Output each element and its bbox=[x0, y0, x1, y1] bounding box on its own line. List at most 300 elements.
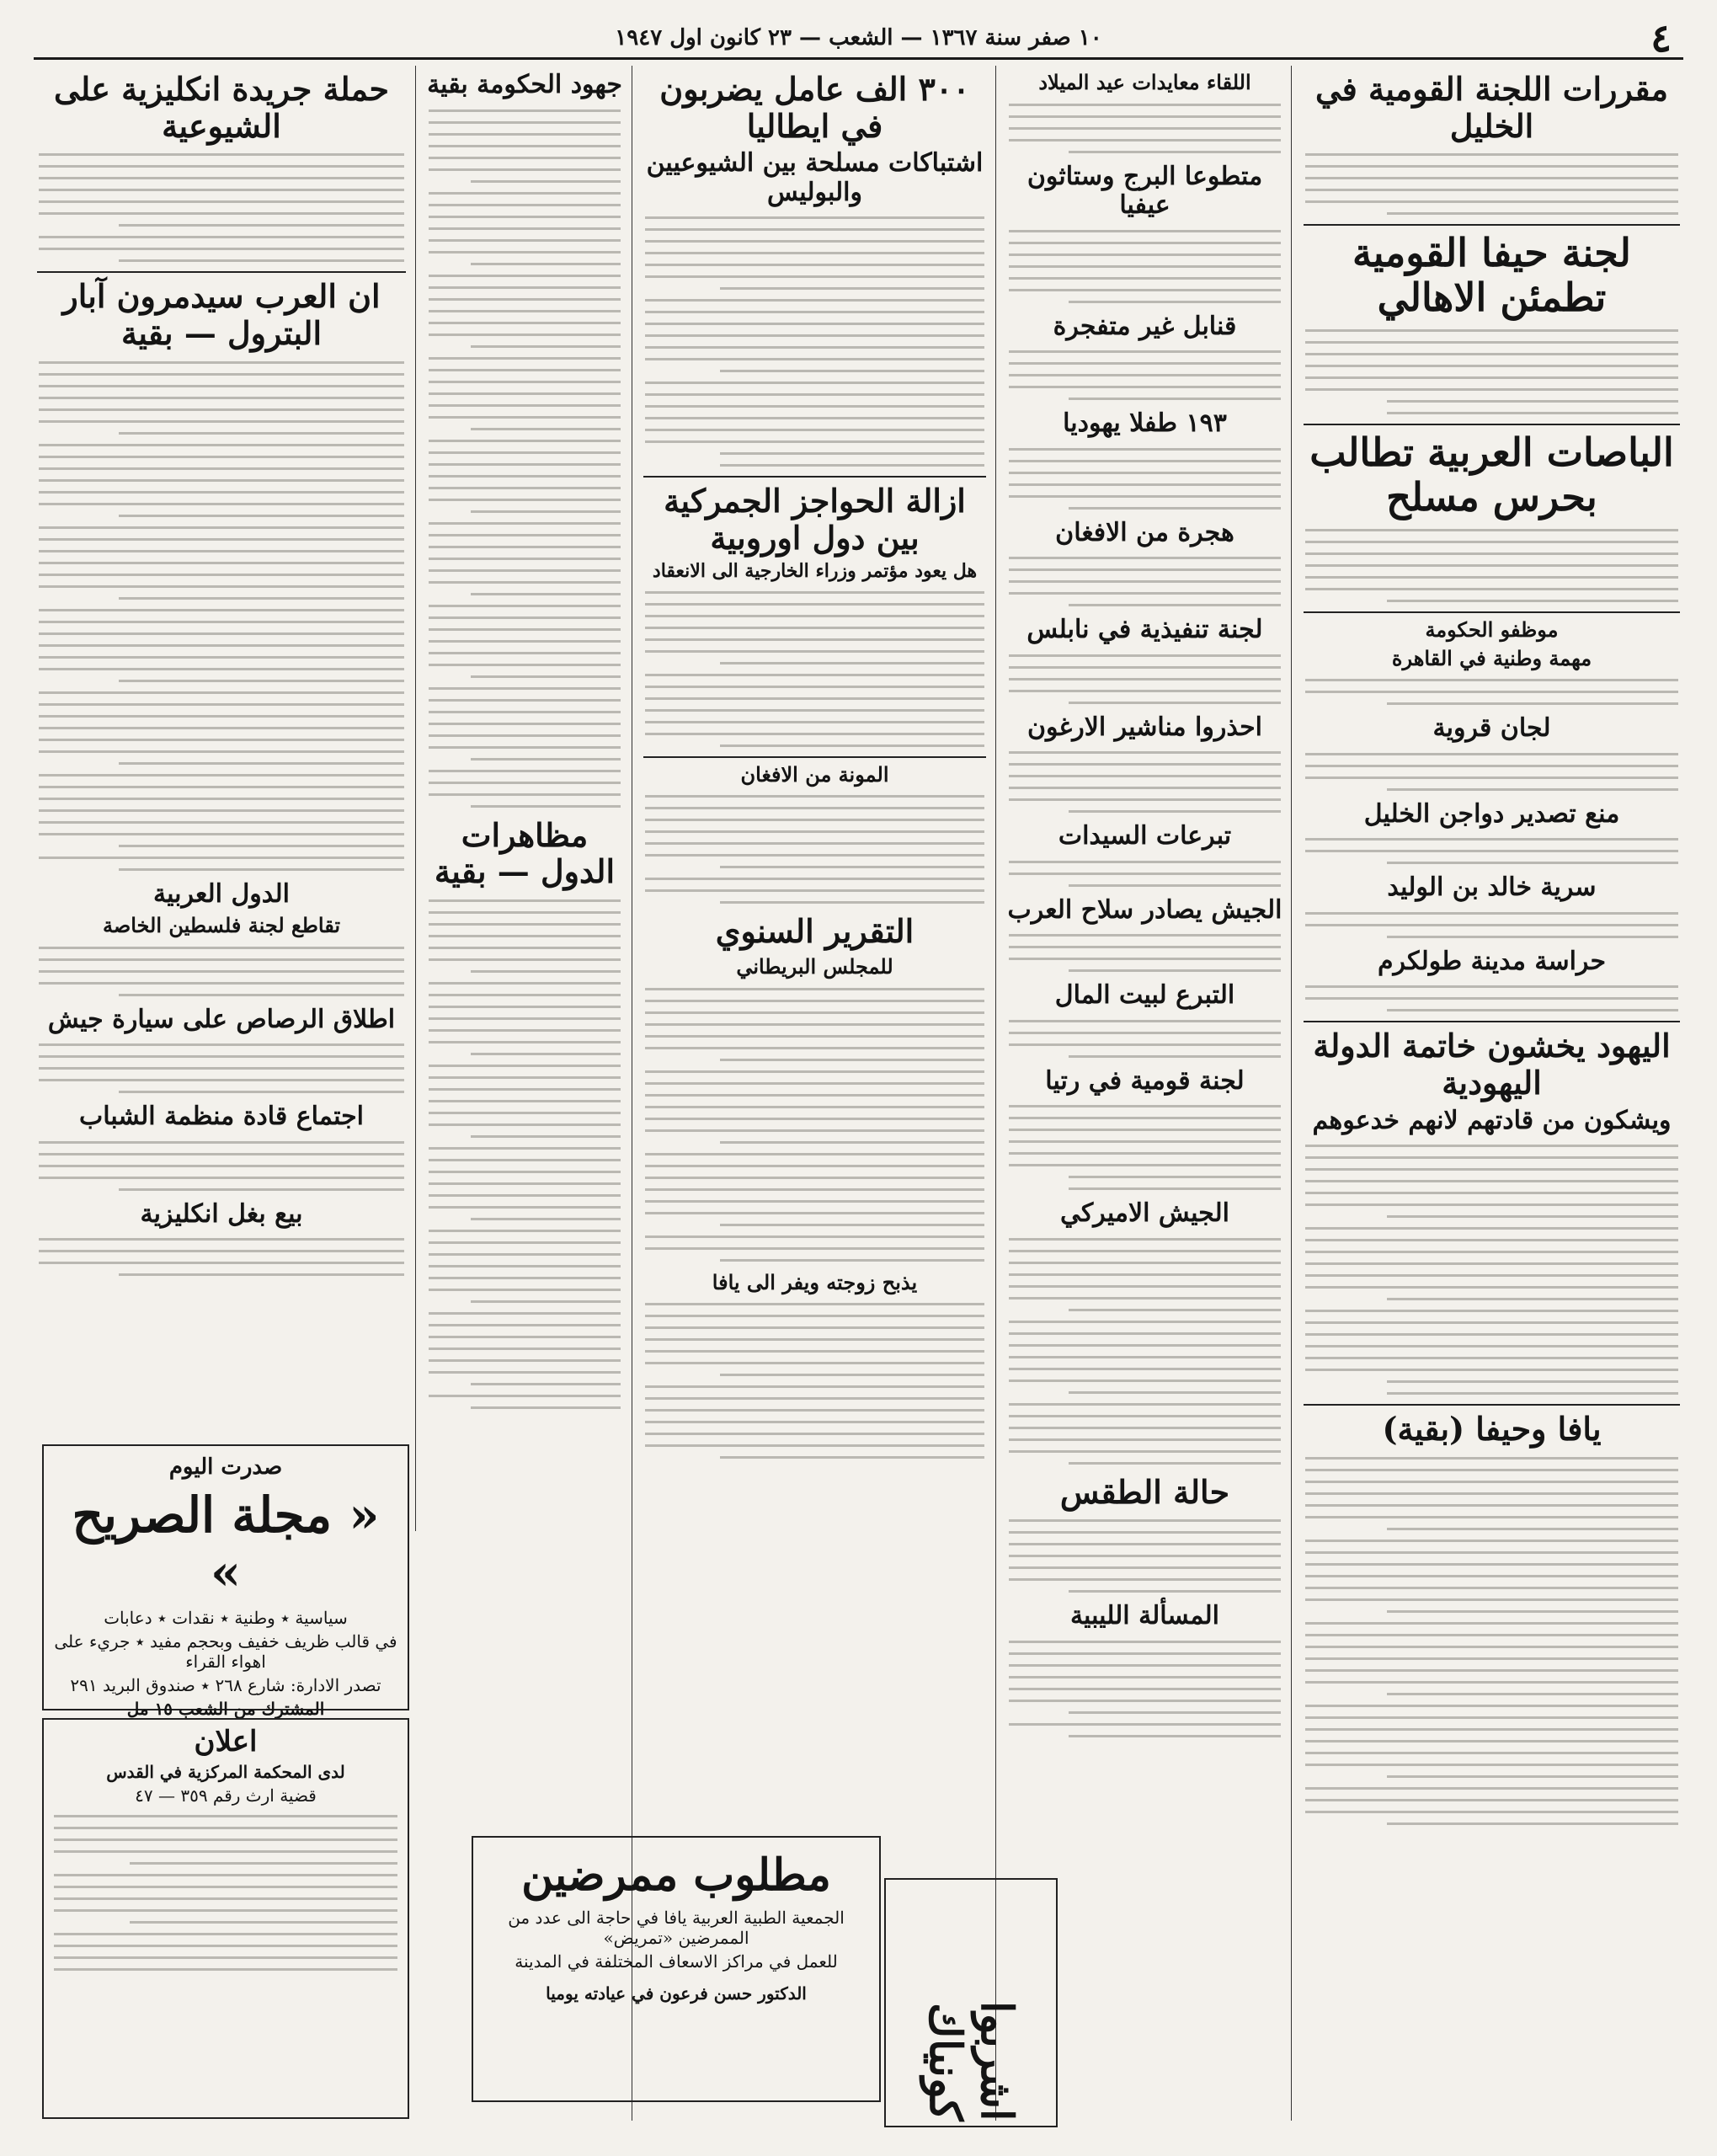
text-line bbox=[1009, 104, 1281, 106]
text-line bbox=[645, 603, 984, 606]
headline: لجان قروية bbox=[1432, 713, 1551, 744]
text-line bbox=[1009, 654, 1281, 657]
text-line bbox=[471, 1218, 621, 1220]
text-line bbox=[645, 1385, 984, 1388]
text-line bbox=[1009, 1152, 1281, 1155]
text-line bbox=[1009, 873, 1281, 875]
text-line bbox=[39, 1238, 404, 1241]
headline: ٣٠٠ الف عامل يضربون في ايطاليا bbox=[659, 70, 970, 145]
text-line bbox=[645, 795, 984, 798]
text-line bbox=[429, 298, 621, 301]
text-line bbox=[429, 994, 621, 996]
article-body bbox=[1009, 1641, 1281, 1737]
text-line bbox=[429, 1253, 621, 1256]
text-line bbox=[1305, 1728, 1678, 1731]
headline: الجيش يصادر سلاح العرب bbox=[1007, 894, 1282, 925]
article-body bbox=[645, 591, 984, 747]
text-line bbox=[429, 451, 621, 454]
text-line bbox=[39, 1153, 404, 1155]
text-line bbox=[429, 404, 621, 407]
text-line bbox=[471, 758, 621, 760]
text-line bbox=[54, 1968, 397, 1971]
text-line bbox=[429, 782, 621, 784]
text-line bbox=[429, 499, 621, 501]
text-line bbox=[1305, 1563, 1678, 1566]
headline: التقرير السنوي bbox=[715, 912, 914, 951]
text-line bbox=[1305, 153, 1678, 156]
text-line bbox=[1305, 1180, 1678, 1182]
text-line bbox=[645, 807, 984, 809]
text-line bbox=[471, 1383, 621, 1385]
text-line bbox=[429, 1395, 621, 1397]
text-line bbox=[1305, 1251, 1678, 1253]
text-line bbox=[1305, 165, 1678, 168]
text-line bbox=[429, 605, 621, 607]
headline: المسألة الليبية bbox=[1069, 1601, 1220, 1631]
section-divider bbox=[643, 756, 986, 758]
text-line bbox=[429, 947, 621, 949]
text-line bbox=[1009, 448, 1281, 451]
text-line bbox=[1009, 1555, 1281, 1557]
text-line bbox=[39, 739, 404, 741]
text-line bbox=[429, 440, 621, 442]
text-line bbox=[471, 675, 621, 678]
text-line bbox=[39, 982, 404, 985]
text-line bbox=[1305, 1516, 1678, 1518]
text-line bbox=[39, 715, 404, 718]
text-line bbox=[429, 1006, 621, 1008]
text-line bbox=[39, 1043, 404, 1046]
text-line bbox=[645, 393, 984, 396]
headline: ان العرب سيدمرون آبار البترول — بقية bbox=[62, 277, 381, 353]
nurses-line: الدكتور حسن فرعون في عيادته يوميا bbox=[546, 1983, 807, 2004]
text-line bbox=[645, 1247, 984, 1250]
text-line bbox=[645, 686, 984, 688]
article-body bbox=[1009, 861, 1281, 887]
text-line bbox=[39, 385, 404, 387]
text-line bbox=[429, 935, 621, 937]
text-line bbox=[645, 311, 984, 313]
text-line bbox=[1009, 934, 1281, 937]
cognac-ad bbox=[884, 1878, 1058, 2127]
text-line bbox=[1305, 1457, 1678, 1460]
text-line bbox=[54, 1815, 397, 1817]
text-line bbox=[1305, 576, 1678, 579]
text-line bbox=[1009, 1043, 1281, 1046]
text-line bbox=[471, 180, 621, 183]
text-line bbox=[1305, 541, 1678, 543]
text-line bbox=[1305, 1740, 1678, 1742]
text-line bbox=[1009, 763, 1281, 766]
text-line bbox=[1305, 1705, 1678, 1707]
text-line bbox=[1305, 1540, 1678, 1542]
text-line bbox=[429, 534, 621, 536]
text-line bbox=[1305, 1622, 1678, 1625]
text-line bbox=[645, 1326, 984, 1329]
text-line bbox=[1305, 388, 1678, 391]
section-divider bbox=[643, 476, 986, 478]
text-line bbox=[429, 1076, 621, 1079]
text-line bbox=[1305, 1357, 1678, 1359]
ad-line: المشترك من الشعب ١٥ مل bbox=[126, 1699, 325, 1719]
text-line bbox=[39, 1177, 404, 1179]
text-line bbox=[39, 703, 404, 706]
text-line bbox=[1387, 212, 1678, 215]
text-line bbox=[1305, 1192, 1678, 1194]
text-line bbox=[54, 1897, 397, 1900]
text-line bbox=[1069, 507, 1281, 510]
text-line bbox=[1305, 564, 1678, 567]
text-line bbox=[1009, 1273, 1281, 1276]
text-line bbox=[429, 121, 621, 124]
text-line bbox=[1387, 936, 1678, 938]
article-body bbox=[39, 361, 404, 871]
text-line bbox=[429, 216, 621, 218]
article-body bbox=[645, 1303, 984, 1459]
text-line bbox=[429, 239, 621, 242]
text-line bbox=[645, 1315, 984, 1317]
text-line bbox=[429, 475, 621, 478]
text-line bbox=[39, 947, 404, 949]
text-line bbox=[1009, 495, 1281, 498]
text-line bbox=[1009, 946, 1281, 948]
text-line bbox=[1009, 798, 1281, 801]
text-line bbox=[39, 644, 404, 647]
text-line bbox=[54, 1909, 397, 1912]
text-line bbox=[1305, 1369, 1678, 1371]
text-line bbox=[1009, 1427, 1281, 1429]
text-line bbox=[1009, 374, 1281, 376]
page-number: ٤ bbox=[1650, 15, 1672, 61]
text-line bbox=[54, 1933, 397, 1935]
text-line bbox=[1387, 702, 1678, 705]
text-line bbox=[1009, 1566, 1281, 1569]
text-line bbox=[645, 650, 984, 653]
text-line bbox=[645, 615, 984, 617]
text-line bbox=[39, 1079, 404, 1081]
text-line bbox=[1009, 1129, 1281, 1131]
text-line bbox=[1305, 1310, 1678, 1312]
text-line bbox=[39, 958, 404, 961]
text-line bbox=[645, 697, 984, 700]
text-line bbox=[1009, 1415, 1281, 1417]
text-line bbox=[1009, 1344, 1281, 1347]
headline: متطوعا البرج وستاثون عيفيا bbox=[1026, 161, 1263, 221]
text-line bbox=[645, 830, 984, 833]
article-body bbox=[39, 1238, 404, 1276]
text-line bbox=[1009, 1262, 1281, 1264]
text-line bbox=[1387, 1610, 1678, 1613]
article-body bbox=[1009, 1519, 1281, 1593]
text-line bbox=[1009, 1140, 1281, 1143]
text-line bbox=[1009, 1238, 1281, 1241]
text-line bbox=[645, 1106, 984, 1108]
text-line bbox=[1387, 1380, 1678, 1383]
text-line bbox=[645, 334, 984, 337]
text-line bbox=[429, 157, 621, 159]
text-line bbox=[1069, 1176, 1281, 1178]
nurses-ad bbox=[472, 1836, 881, 2102]
text-line bbox=[429, 416, 621, 419]
text-line bbox=[429, 664, 621, 666]
text-line bbox=[1387, 600, 1678, 602]
text-line bbox=[645, 440, 984, 443]
text-line bbox=[645, 1421, 984, 1423]
article-body bbox=[1305, 153, 1678, 215]
text-line bbox=[645, 1338, 984, 1341]
text-line bbox=[645, 721, 984, 723]
text-line bbox=[1305, 353, 1678, 355]
headline: اشتباكات مسلحة بين الشيوعيين والبوليس bbox=[646, 148, 984, 207]
text-line bbox=[1009, 472, 1281, 474]
text-line bbox=[1305, 985, 1678, 988]
headline: موظفو الحكومة bbox=[1425, 616, 1559, 642]
text-line bbox=[1305, 1634, 1678, 1636]
text-line bbox=[39, 857, 404, 859]
text-line bbox=[645, 1047, 984, 1049]
text-line bbox=[1069, 1711, 1281, 1714]
text-line bbox=[720, 1059, 984, 1061]
text-line bbox=[429, 1206, 621, 1209]
text-line bbox=[1305, 1203, 1678, 1206]
text-line bbox=[119, 680, 404, 682]
headline: قنابل غير متفجرة bbox=[1053, 311, 1237, 341]
text-line bbox=[429, 687, 621, 690]
text-line bbox=[720, 1259, 984, 1262]
text-line bbox=[39, 970, 404, 973]
text-line bbox=[1009, 1032, 1281, 1034]
text-line bbox=[429, 1088, 621, 1091]
text-line bbox=[720, 287, 984, 290]
text-line bbox=[1305, 997, 1678, 1000]
text-line bbox=[1009, 1531, 1281, 1534]
article-body bbox=[1009, 1105, 1281, 1190]
article-body bbox=[1305, 985, 1678, 1011]
text-line bbox=[1305, 1227, 1678, 1230]
text-line bbox=[645, 889, 984, 892]
text-line bbox=[1009, 580, 1281, 583]
column-4 bbox=[424, 66, 626, 1531]
text-line bbox=[1305, 1481, 1678, 1483]
text-line bbox=[429, 699, 621, 702]
text-line bbox=[429, 1277, 621, 1279]
text-line bbox=[429, 1065, 621, 1067]
article-body bbox=[1305, 679, 1678, 705]
text-line bbox=[1009, 1105, 1281, 1107]
ad-line: تصدر الادارة: شارع ٢٦٨ ٭ صندوق البريد ٢٩١ bbox=[70, 1675, 381, 1695]
text-line bbox=[39, 479, 404, 482]
text-line bbox=[39, 1262, 404, 1264]
headline: اجتماع قادة منظمة الشباب bbox=[78, 1102, 365, 1132]
nurses-line: الجمعية الطبية العربية يافا في حاجة الى عدد من الممرضين «تمريض» bbox=[508, 1908, 845, 1948]
text-line bbox=[429, 723, 621, 725]
text-line bbox=[1305, 1262, 1678, 1265]
article-body bbox=[645, 988, 984, 1262]
text-line bbox=[1009, 861, 1281, 863]
text-line bbox=[429, 392, 621, 395]
text-line bbox=[645, 405, 984, 408]
text-line bbox=[1305, 753, 1678, 755]
text-line bbox=[645, 733, 984, 735]
section-divider bbox=[1304, 1021, 1680, 1022]
article-body bbox=[1009, 350, 1281, 400]
text-line bbox=[429, 628, 621, 631]
headline: تقاطع لجنة فلسطين الخاصة bbox=[102, 913, 341, 938]
text-line bbox=[429, 322, 621, 324]
text-line bbox=[645, 252, 984, 254]
text-line bbox=[429, 227, 621, 230]
headline: حالة الطقس bbox=[1059, 1472, 1230, 1511]
text-line bbox=[1069, 884, 1281, 887]
text-line bbox=[1305, 1145, 1678, 1147]
text-line bbox=[429, 463, 621, 466]
notice-text bbox=[54, 1815, 397, 1971]
text-line bbox=[720, 662, 984, 664]
text-line bbox=[429, 1336, 621, 1338]
text-line bbox=[39, 562, 404, 564]
text-line bbox=[39, 727, 404, 729]
text-line bbox=[39, 526, 404, 529]
text-line bbox=[39, 361, 404, 364]
notice-line: قضية ارث رقم ٣٥٩ — ٤٧ bbox=[135, 1785, 317, 1806]
nurses-line: للعمل في مراكز الاسعاف المختلفة في المدينة bbox=[515, 1951, 838, 1972]
text-line bbox=[39, 809, 404, 812]
headline: يذبح زوجته ويفر الى يافا bbox=[712, 1269, 918, 1294]
text-line bbox=[1305, 1333, 1678, 1336]
text-line bbox=[429, 251, 621, 253]
text-line bbox=[471, 1053, 621, 1055]
text-line bbox=[1009, 775, 1281, 777]
text-line bbox=[429, 558, 621, 560]
text-line bbox=[1305, 1811, 1678, 1813]
article-body bbox=[1009, 230, 1281, 303]
text-line bbox=[1305, 850, 1678, 852]
text-line bbox=[39, 585, 404, 588]
text-line bbox=[1069, 1055, 1281, 1058]
text-line bbox=[130, 1921, 397, 1924]
headline: جهود الحكومة بقية bbox=[427, 70, 622, 99]
text-line bbox=[429, 1123, 621, 1126]
text-line bbox=[720, 866, 984, 868]
text-line bbox=[119, 224, 404, 227]
text-line bbox=[54, 1874, 397, 1876]
headline: التبرع لبيت المال bbox=[1054, 980, 1235, 1011]
article-body bbox=[39, 1043, 404, 1093]
text-line bbox=[54, 1827, 397, 1829]
text-line bbox=[645, 1165, 984, 1167]
text-line bbox=[429, 1017, 621, 1020]
article-body bbox=[1009, 1238, 1281, 1465]
column-1 bbox=[1300, 66, 1683, 2121]
text-line bbox=[429, 275, 621, 277]
text-line bbox=[1009, 568, 1281, 571]
text-line bbox=[1305, 1764, 1678, 1766]
text-line bbox=[39, 200, 404, 203]
text-line bbox=[1387, 1693, 1678, 1695]
column-5 bbox=[34, 66, 409, 1447]
subheadline: هل يعود مؤتمر وزراء الخارجية الى الانعقاد bbox=[652, 559, 978, 582]
text-line bbox=[471, 510, 621, 513]
text-line bbox=[645, 299, 984, 302]
column-2 bbox=[1004, 66, 1286, 2121]
text-line bbox=[429, 357, 621, 360]
text-line bbox=[39, 1055, 404, 1058]
text-line bbox=[1009, 1117, 1281, 1119]
text-line bbox=[1387, 1528, 1678, 1530]
headline: لجنة قومية في رتيا bbox=[1045, 1065, 1245, 1096]
text-line bbox=[645, 709, 984, 712]
text-line bbox=[39, 621, 404, 623]
text-line bbox=[429, 640, 621, 643]
text-line bbox=[645, 1444, 984, 1447]
text-line bbox=[1009, 1285, 1281, 1288]
text-line bbox=[429, 522, 621, 525]
text-line bbox=[119, 597, 404, 600]
notice-title: اعلان bbox=[194, 1725, 258, 1758]
text-line bbox=[429, 923, 621, 926]
headline: ١٩٣ طفلا يهوديا bbox=[1063, 408, 1227, 439]
text-line bbox=[429, 546, 621, 548]
text-line bbox=[1009, 1250, 1281, 1252]
text-line bbox=[1305, 1646, 1678, 1648]
text-line bbox=[645, 346, 984, 349]
text-line bbox=[1387, 1775, 1678, 1778]
column-rule bbox=[1291, 66, 1292, 2121]
headline: مقررات اللجنة القومية في الخليل bbox=[1314, 70, 1669, 145]
text-line bbox=[39, 373, 404, 376]
section-divider bbox=[1304, 424, 1680, 425]
column-3 bbox=[640, 66, 989, 2121]
text-line bbox=[645, 627, 984, 629]
headline: المونة من الافغان bbox=[740, 761, 889, 787]
text-line bbox=[645, 1023, 984, 1026]
text-line bbox=[645, 1082, 984, 1085]
article-body bbox=[1009, 654, 1281, 704]
text-line bbox=[1009, 1688, 1281, 1690]
text-line bbox=[471, 428, 621, 430]
court-notice bbox=[42, 1718, 409, 2119]
text-line bbox=[39, 550, 404, 552]
text-line bbox=[645, 264, 984, 266]
text-line bbox=[429, 1324, 621, 1326]
headline: سرية خالد بن الوليد bbox=[1387, 873, 1597, 903]
article-body bbox=[1009, 751, 1281, 813]
text-line bbox=[39, 1250, 404, 1252]
text-line bbox=[1305, 1799, 1678, 1801]
text-line bbox=[471, 263, 621, 265]
text-line bbox=[1387, 1009, 1678, 1011]
headline: الجيش الاميركي bbox=[1060, 1198, 1229, 1229]
text-line bbox=[1009, 1578, 1281, 1581]
text-line bbox=[1069, 969, 1281, 972]
text-line bbox=[1009, 139, 1281, 141]
headline: ويشكون من قادتهم لانهم خدعوهم bbox=[1312, 1105, 1672, 1135]
text-line bbox=[429, 1359, 621, 1362]
text-line bbox=[720, 1374, 984, 1376]
text-line bbox=[119, 845, 404, 847]
text-line bbox=[1305, 1274, 1678, 1277]
article-body bbox=[1305, 1145, 1678, 1395]
article-body bbox=[1305, 753, 1678, 791]
text-line bbox=[429, 770, 621, 772]
text-line bbox=[429, 711, 621, 713]
text-line bbox=[645, 1397, 984, 1400]
text-line bbox=[645, 1177, 984, 1179]
text-line bbox=[645, 1118, 984, 1120]
article-body bbox=[1009, 934, 1281, 972]
headline: احذروا مناشير الارغون bbox=[1027, 712, 1262, 742]
text-line bbox=[39, 1067, 404, 1070]
